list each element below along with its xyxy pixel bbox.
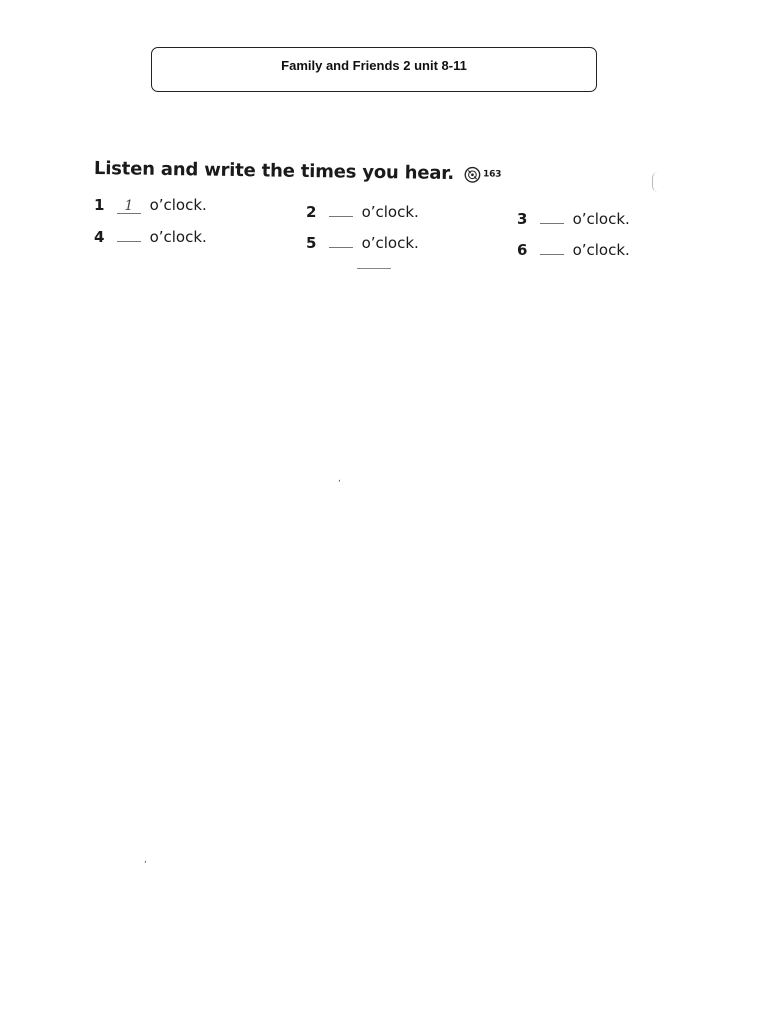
track-number: 163 [482,169,502,180]
audio-track-marker [464,166,501,184]
item-number: 6 [517,241,528,259]
listening-exercise [94,158,714,288]
item-text: o’clock. [572,241,630,259]
item-number: 5 [306,234,317,252]
item-text: o’clock. [149,228,207,246]
instruction-text: Listen and write the times you hear. [93,158,455,185]
item-text: o’clock. [361,234,419,252]
item-text: o’clock. [361,203,419,221]
item-number: 1 [94,196,105,214]
list-item [517,241,630,259]
list-item [94,196,207,214]
item-number: 3 [517,210,528,228]
answer-blank[interactable] [540,223,564,224]
item-number: 2 [306,203,317,221]
list-item [306,203,419,221]
item-text: o’clock. [572,210,630,228]
list-item [517,210,630,228]
scan-speck: , [144,855,147,865]
answer-blank[interactable] [540,254,564,255]
list-item [94,228,207,246]
item-text: o’clock. [149,196,207,214]
answer-blank[interactable] [329,247,353,248]
header-box [151,47,597,92]
scan-speck: , [338,474,341,484]
list-item [306,234,419,252]
exercise-instruction [94,158,502,185]
item-number: 4 [94,228,105,246]
answer-blank[interactable] [117,241,141,242]
cd-icon [464,166,481,183]
answer-blank[interactable] [329,216,353,217]
answer-blank[interactable]: 1 [117,199,141,214]
scan-mark-line [357,268,391,269]
scan-edge-mark [652,172,658,192]
page-title: Family and Friends 2 unit 8-11 [281,58,467,73]
